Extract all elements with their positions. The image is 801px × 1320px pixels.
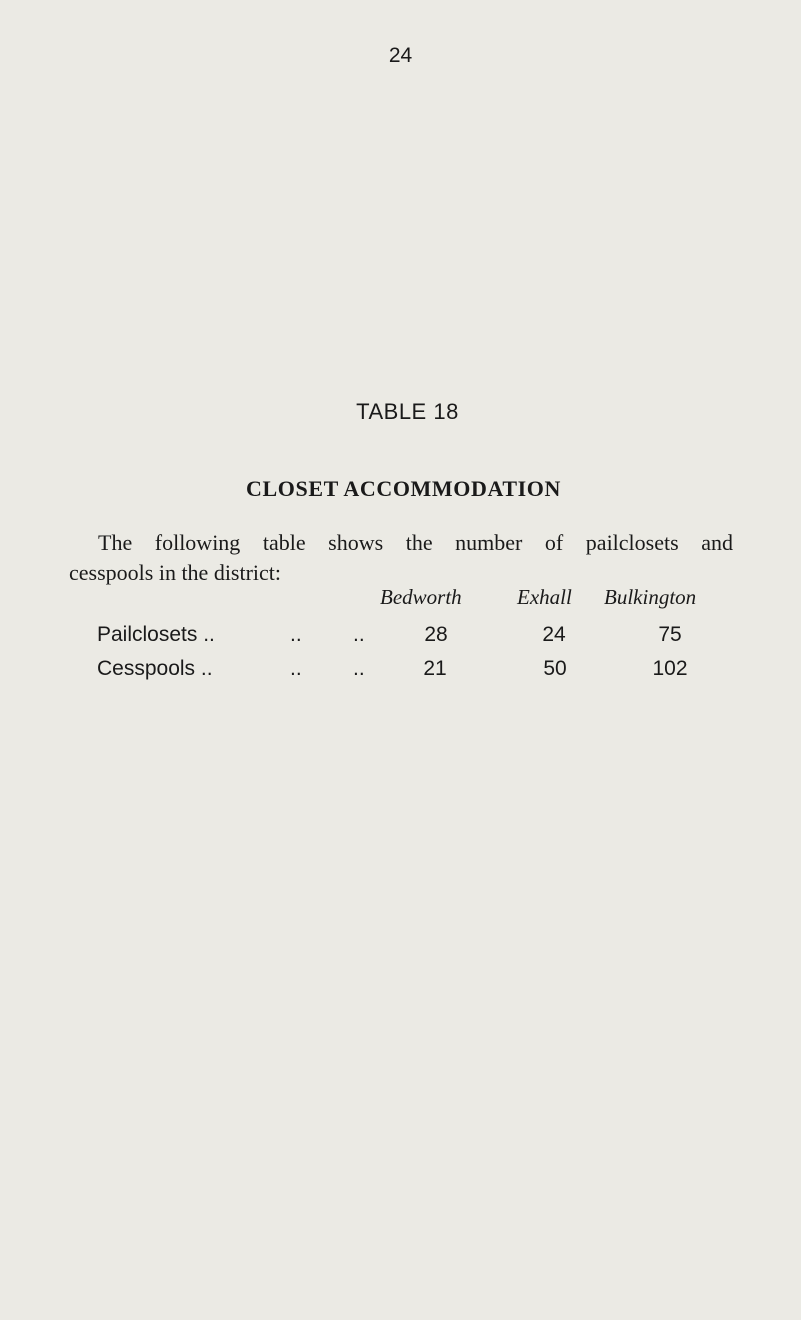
- leader-dots: ..: [290, 623, 302, 646]
- cell-bedworth: 28: [424, 623, 448, 646]
- intro-paragraph: [69, 528, 733, 588]
- leader-dots: ..: [353, 657, 365, 680]
- cell-exhall: 50: [543, 657, 567, 680]
- cell-exhall: 24: [542, 623, 566, 646]
- leader-dots: ..: [290, 657, 302, 680]
- column-header-bedworth: Bedworth: [380, 585, 462, 609]
- intro-line-1: The following table shows the number of pailclosets and: [98, 530, 733, 555]
- column-header-exhall: Exhall: [517, 585, 572, 609]
- table-label: TABLE 18: [356, 399, 459, 424]
- column-header-bulkington: Bulkington: [604, 585, 697, 609]
- page-number: 24: [388, 44, 413, 67]
- row-label-cesspools: Cesspools ..: [97, 657, 213, 680]
- intro-line-2: cesspools in the district:: [69, 560, 282, 585]
- cell-bulkington: 75: [658, 623, 682, 646]
- row-label-pailclosets: Pailclosets ..: [97, 623, 215, 646]
- cell-bedworth: 21: [423, 657, 447, 680]
- table-title: CLOSET ACCOMMODATION: [246, 476, 561, 501]
- cell-bulkington: 102: [652, 657, 688, 680]
- leader-dots: ..: [353, 623, 365, 646]
